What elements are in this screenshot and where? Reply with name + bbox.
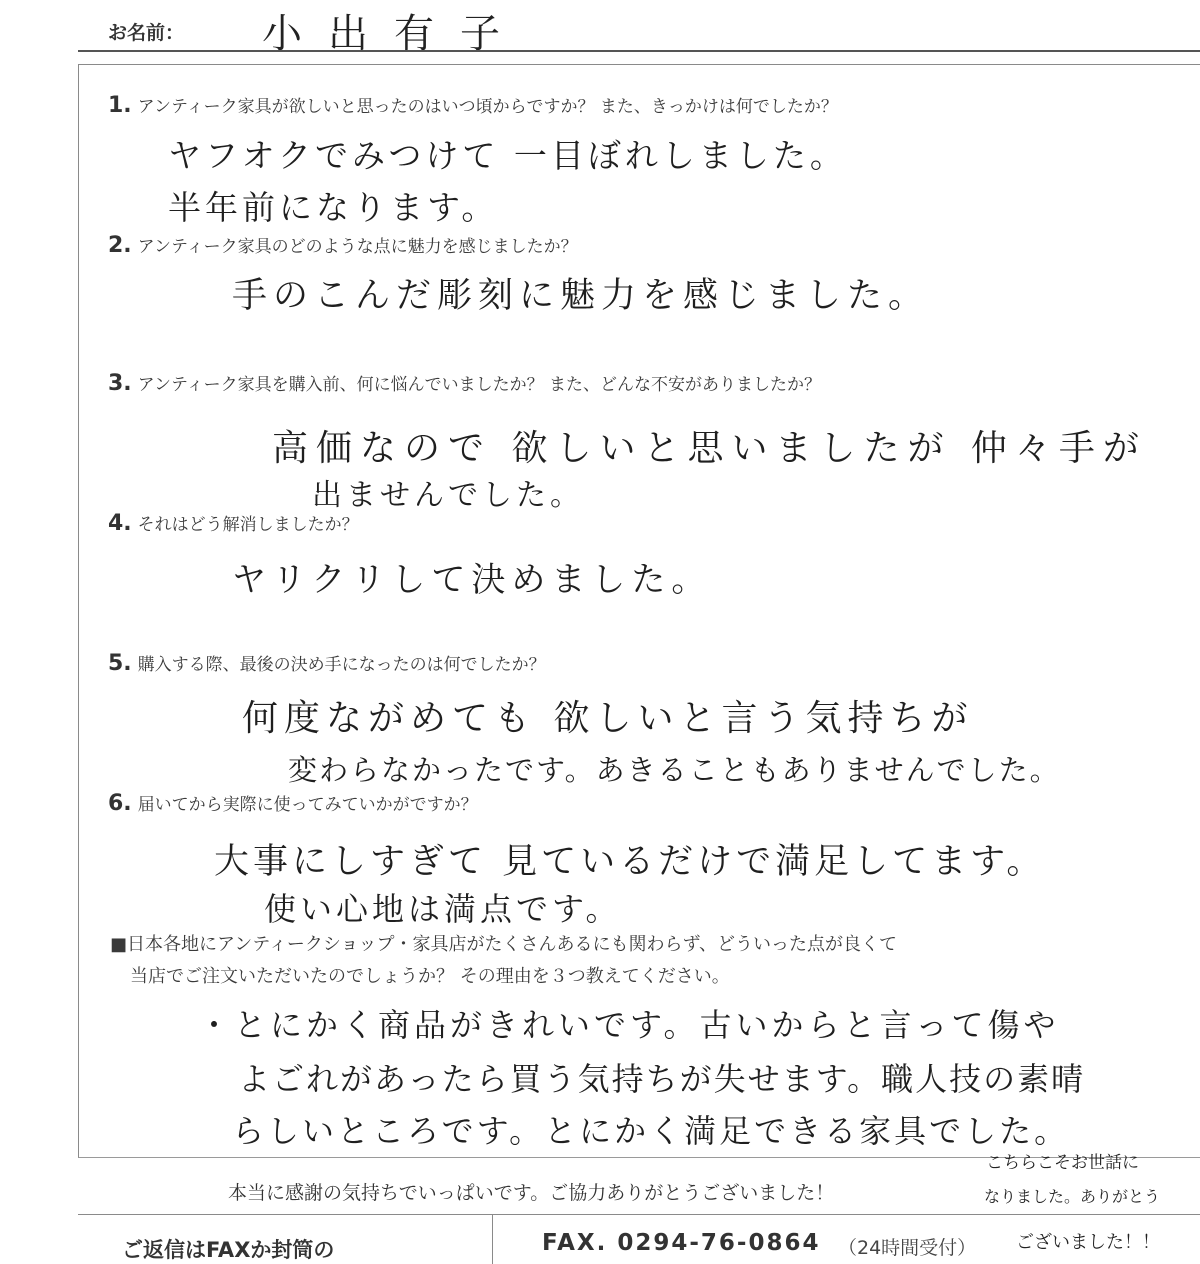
question-text: 購入する際、最後の決め手になったのは何でしたか？ <box>137 655 546 675</box>
question-number: 2. <box>108 233 132 258</box>
question-3 <box>108 370 821 396</box>
footer-divider <box>78 1214 1200 1215</box>
answer-3-line-1: 高価なので 欲しいと思いましたが 仲々手が <box>272 428 1147 469</box>
thanks-message: 本当に感謝の気持ちでいっぱいです。ご協力ありがとうございました！ <box>228 1182 835 1204</box>
special-question-line-1: ■日本各地にアンティークショップ・家具店がたくさんあるにも関わらず、どういった点が良くて <box>110 934 898 955</box>
question-text: アンティーク家具を購入前、何に悩んでいましたか？ また、どんな不安がありましたか？ <box>137 375 822 395</box>
question-text: アンティーク家具のどのような点に魅力を感じましたか？ <box>137 237 578 257</box>
special-answer-line-3: らしいところです。とにかく満足できる家具でした。 <box>232 1112 1070 1150</box>
fax-hours: （24時間受付） <box>838 1237 977 1259</box>
answer-1-line-2: 半年前になります。 <box>168 188 499 227</box>
side-note-line-1: こちらこそお世話に <box>986 1153 1139 1173</box>
answer-4-line-1: ヤリクリして決めました。 <box>232 560 712 600</box>
question-number: 3. <box>108 371 132 396</box>
special-answer-line-1: ・とにかく商品がきれいです。古いからと言って傷や <box>198 1006 1060 1044</box>
answer-1-line-1: ヤフオクでみつけて 一目ぼれしました。 <box>168 136 847 175</box>
answer-6-line-2: 使い心地は満点です。 <box>264 890 622 928</box>
side-note-line-2: なりました。ありがとう <box>984 1187 1161 1206</box>
question-text: それはどう解消しましたか？ <box>137 515 359 535</box>
special-answer-line-2: よごれがあったら買う気持ちが失せます。職人技の素晴 <box>238 1060 1086 1098</box>
question-text: アンティーク家具が欲しいと思ったのはいつ頃からですか？ また、きっかけは何でしたか？ <box>137 97 838 117</box>
footer-column-divider <box>492 1215 493 1264</box>
question-5 <box>108 650 546 676</box>
side-note-line-3: ございました！！ <box>1016 1232 1160 1253</box>
answer-2-line-1: 手のこんだ彫刻に魅力を感じました。 <box>232 276 930 316</box>
answer-3-line-2: 出ませんでした。 <box>312 478 584 513</box>
question-1 <box>108 92 838 118</box>
name-value: 小出有子 <box>262 11 526 57</box>
name-label: お名前： <box>108 22 185 44</box>
answer-6-line-1: 大事にしすぎて 見ているだけで満足してます。 <box>214 842 1046 882</box>
question-text: 届いてから実際に使ってみていかがですか？ <box>137 795 478 815</box>
name-underline <box>78 50 1200 52</box>
question-6 <box>108 790 478 816</box>
question-number: 6. <box>108 791 132 816</box>
fax-number: FAX. 0294-76-0864 <box>542 1230 821 1256</box>
special-question-line-2: 当店でご注文いただいたのでしょうか？ その理由を３つ教えてください。 <box>130 966 730 987</box>
answer-5-line-1: 何度ながめても 欲しいと言う気持ちが <box>242 698 974 739</box>
question-number: 4. <box>108 511 132 536</box>
question-number: 1. <box>108 93 132 118</box>
question-number: 5. <box>108 651 132 676</box>
question-4 <box>108 510 359 536</box>
question-2 <box>108 232 578 258</box>
reply-instruction: ご返信はFAXか封筒の <box>122 1238 335 1262</box>
answer-5-line-2: 変わらなかったです。あきることもありませんでした。 <box>288 753 1061 787</box>
